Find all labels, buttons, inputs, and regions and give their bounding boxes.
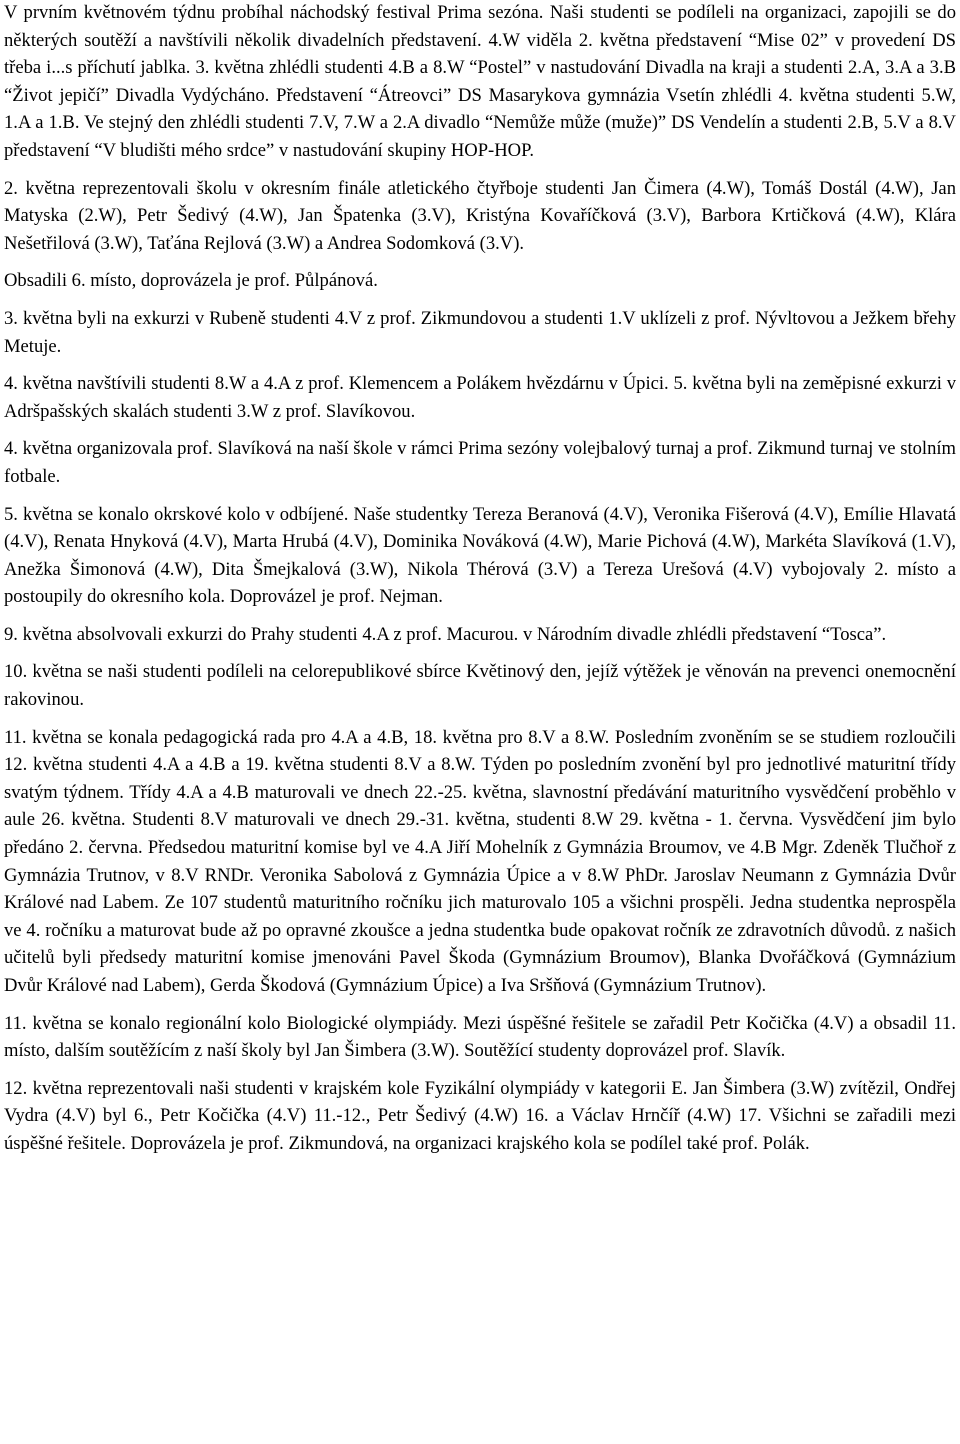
paragraph-hvezdarna: 4. května navštívili studenti 8.W a 4.A z prof. Klemencem a Polákem hvězdárnu v Úpici. 5. května byli na zeměpisné exkurzi v Adršpašských skalách studenti 3.W z prof. Slavíkovou. <box>4 373 956 422</box>
paragraph-praha-exkurze: 9. května absolvovali exkurzi do Prahy studenti 4.A z prof. Macurou. v Národním divadle zhlédli představení “Tosca”. <box>4 623 887 645</box>
paragraph-prima-sezona: V prvním květnovém týdnu probíhal náchodský festival Prima sezóna. Naši studenti se podíleli na organizaci, zapojili se do některých soutěží a navštívili několik divadelních představení. 4.W viděla 2. května představení “Mise 02” v provedení DS třeba i...s příchutí jablka. 3. května zhlédli studenti 4.B a 8.W “Postel” v nastudování Divadla na kraji a studenti 2.A, 3.A a 3.B “Život jepičí” Divadla Vydýcháno. Představení “Átreovci” DS Masarykova gymnázia Vsetín zhlédli 4. května studenti 5.W, 1.A a 1.B. Ve stejný den zhlédli studenti 7.V, 7.W a 2.A divadlo “Nemůže může (muže)” DS Vendelín a studenti 2.B, 5.V a 8.V představení “V bludišti mého srdce” v nastudování skupiny HOP-HOP. <box>4 2 956 161</box>
paragraph-atletika: 2. května reprezentovali školu v okresním finále atletického čtyřboje studenti Jan Čimera (4.W), Tomáš Dostál (4.W), Jan Matyska (2.W), Petr Šedivý (4.W), Jan Špatenka (3.V), Kristýna Kovaříčková (3.V), Barbora Krtičková (4.W), Klára Nešetřilová (3.W), Taťána Rejlová (3.W) a Andrea Sodomková (3.V). <box>4 177 956 254</box>
paragraph-turnaje: 4. května organizovala prof. Slavíková na naší škole v rámci Prima sezóny volejbalový turnaj a prof. Zikmund turnaj ve stolním fotbale. <box>4 438 956 487</box>
paragraph-biologicka-olympiada: 11. května se konalo regionální kolo Biologické olympiády. Mezi úspěšné řešitele se zařadil Petr Kočička (4.V) a obsadil 11. místo, dalším soutěžícím z naší školy byl Jan Šimbera (3.W). Soutěžící studenty doprovázel prof. Slavík. <box>4 1012 956 1062</box>
paragraph-maturita: 11. května se konala pedagogická rada pro 4.A a 4.B, 18. května pro 8.V a 8.W. Posledním zvoněním se se studiem rozloučili 12. května studenti 4.A a 4.B a 19. května studenti 8.V a 8.W. Týden po posledním zvonění byl pro jednotlivé maturitní třídy svatým týdnem. Třídy 4.A a 4.B maturovali ve dnech 22.-25. května, slavnostní předávání maturitního vysvědčení proběhlo v aule 26. května. Studenti 8.V maturovali ve dnech 29.-31. května, studenti 8.W 29. května - 1. června. Vysvědčení jim bylo předáno 2. června. Předsedou maturitní komise byl ve 4.A Jiří Mohelník z Gymnázia Broumov, ve 4.B Mgr. Zdeněk Tlučhoř z Gymnázia Trutnov, v 8.V RNDr. Veronika Sabolová z Gymnázia Úpice a v 8.W PhDr. Jaroslav Neumann z Gymnázia Dvůr Králové nad Labem. Ze 107 studentů maturitního ročníku jich maturovalo 105 a všichni prospěli. Jedna studentka neprospěla ve 4. ročníku a maturovat bude až po opravné zkoušce a jedna studentka bude opakovat ročník ze zdravotních důvodů. z našich učitelů byli předsedy maturitní komise jmenováni Pavel Škoda (Gymnázium Broumov), Blanka Dvořáčková (Gymnázium Dvůr Králové nad Labem), Gerda Škodová (Gymnázium Úpice) a Iva Sršňová (Gymnázium Trutnov). <box>4 726 956 996</box>
paragraph-odbijena: 5. května se konalo okrskové kolo v odbíjené. Naše studentky Tereza Beranová (4.V), Veronika Fišerová (4.V), Emílie Hlavatá (4.V), Renata Hnyková (4.V), Marta Hrubá (4.V), Dominika Nováková (4.W), Marie Pichová (4.W), Markéta Slavíková (1.V), Anežka Šimonová (4.W), Dita Šmejkalová (3.W), Nikola Thérová (3.V) a Tereza Urešová (4.V) vybojovaly 2. místo a postoupily do okresního kola. Doprovázel je prof. Nejman. <box>4 503 956 608</box>
paragraph-rubena-exkurze: 3. května byli na exkurzi v Rubeně studenti 4.V z prof. Zikmundovou a studenti 1.V uklízeli z prof. Nývltovou a Ježkem břehy Metuje. <box>4 307 956 357</box>
paragraph-atletika-result: Obsadili 6. místo, doprovázela je prof. Půlpánová. <box>4 270 378 292</box>
paragraph-fyzikalni-olympiada: 12. května reprezentovali naši studenti v krajském kole Fyzikální olympiády v kategorii E. Jan Šimbera (3.W) zvítězil, Ondřej Vydra (4.V) byl 6., Petr Kočička (4.V) 11.-12., Petr Šedivý (4.W) 16. a Václav Hrnčíř (4.W) 17. Všichni se zařadili mezi úspěšné řešitele. Doprovázela je prof. Zikmundová, na organizaci krajského kola se podílel také prof. Polák. <box>4 1077 956 1154</box>
paragraph-kvetinovy-den: 10. května se naši studenti podíleli na celorepublikové sbírce Květinový den, jejíž výtěžek je věnován na prevenci onemocnění rakovinou. <box>4 661 956 711</box>
